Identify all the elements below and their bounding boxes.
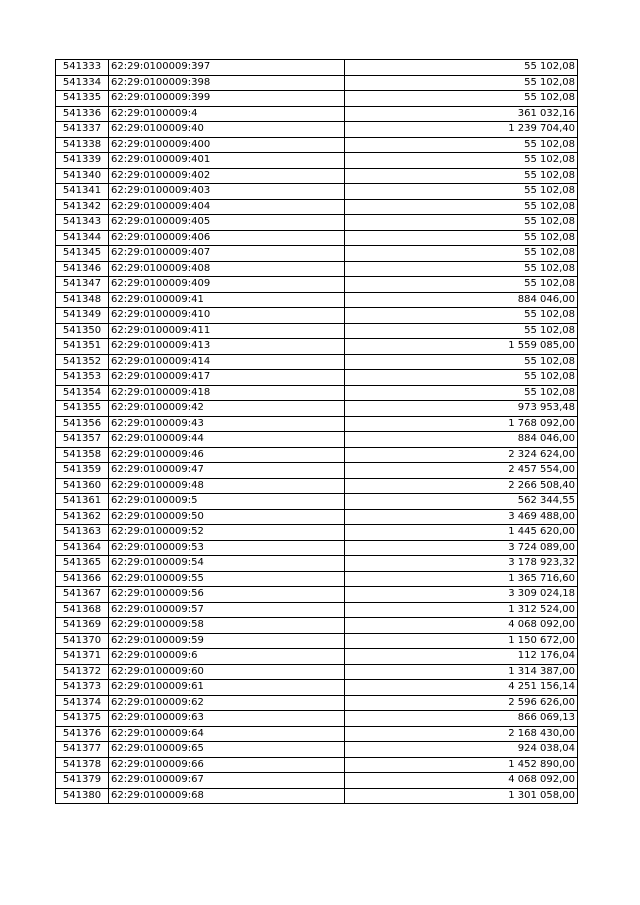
- cadastral-number-cell: 62:29:0100009:409: [109, 277, 345, 293]
- cadastral-value-cell: 1 559 085,00: [345, 339, 578, 355]
- cadastral-value-cell: 55 102,08: [345, 370, 578, 386]
- row-number-cell: 541361: [56, 494, 109, 510]
- row-number-cell: 541338: [56, 137, 109, 153]
- cadastral-value-cell: 1 768 092,00: [345, 416, 578, 432]
- cadastral-number-cell: 62:29:0100009:53: [109, 540, 345, 556]
- row-number-cell: 541334: [56, 75, 109, 91]
- cadastral-number-cell: 62:29:0100009:400: [109, 137, 345, 153]
- cadastral-value-cell: 55 102,08: [345, 75, 578, 91]
- table-row: [56, 354, 578, 370]
- table-row: [56, 199, 578, 215]
- cadastral-value-cell: 562 344,55: [345, 494, 578, 510]
- cadastral-number-cell: 62:29:0100009:5: [109, 494, 345, 510]
- row-number-cell: 541375: [56, 711, 109, 727]
- row-number-cell: 541368: [56, 602, 109, 618]
- table-row: [56, 649, 578, 665]
- row-number-cell: 541335: [56, 91, 109, 107]
- row-number-cell: 541372: [56, 664, 109, 680]
- cadastral-value-cell: 55 102,08: [345, 199, 578, 215]
- row-number-cell: 541371: [56, 649, 109, 665]
- cadastral-number-cell: 62:29:0100009:397: [109, 60, 345, 76]
- cadastral-value-cell: 1 445 620,00: [345, 525, 578, 541]
- row-number-cell: 541365: [56, 556, 109, 572]
- row-number-cell: 541359: [56, 463, 109, 479]
- cadastral-value-cell: 2 596 626,00: [345, 695, 578, 711]
- cadastral-value-cell: 3 309 024,18: [345, 587, 578, 603]
- table-row: [56, 401, 578, 417]
- cadastral-value-cell: 55 102,08: [345, 246, 578, 262]
- row-number-cell: 541353: [56, 370, 109, 386]
- cadastral-value-cell: 3 178 923,32: [345, 556, 578, 572]
- cadastral-number-cell: 62:29:0100009:41: [109, 292, 345, 308]
- cadastral-number-cell: 62:29:0100009:411: [109, 323, 345, 339]
- row-number-cell: 541360: [56, 478, 109, 494]
- cadastral-value-cell: 55 102,08: [345, 215, 578, 231]
- cadastral-value-cell: 4 068 092,00: [345, 773, 578, 789]
- table-row: [56, 587, 578, 603]
- row-number-cell: 541355: [56, 401, 109, 417]
- cadastral-number-cell: 62:29:0100009:43: [109, 416, 345, 432]
- table-row: [56, 106, 578, 122]
- table-row: [56, 91, 578, 107]
- row-number-cell: 541347: [56, 277, 109, 293]
- cadastral-value-cell: 3 724 089,00: [345, 540, 578, 556]
- cadastral-value-cell: 2 324 624,00: [345, 447, 578, 463]
- cadastral-number-cell: 62:29:0100009:67: [109, 773, 345, 789]
- cadastral-value-cell: 884 046,00: [345, 292, 578, 308]
- cadastral-value-cell: 112 176,04: [345, 649, 578, 665]
- cadastral-number-cell: 62:29:0100009:46: [109, 447, 345, 463]
- row-number-cell: 541345: [56, 246, 109, 262]
- row-number-cell: 541357: [56, 432, 109, 448]
- table-row: [56, 494, 578, 510]
- cadastral-number-cell: 62:29:0100009:64: [109, 726, 345, 742]
- row-number-cell: 541342: [56, 199, 109, 215]
- cadastral-number-cell: 62:29:0100009:44: [109, 432, 345, 448]
- cadastral-number-cell: 62:29:0100009:407: [109, 246, 345, 262]
- table-row: [56, 633, 578, 649]
- table-row: [56, 370, 578, 386]
- row-number-cell: 541336: [56, 106, 109, 122]
- table-row: [56, 711, 578, 727]
- row-number-cell: 541356: [56, 416, 109, 432]
- row-number-cell: 541380: [56, 788, 109, 804]
- cadastral-number-cell: 62:29:0100009:47: [109, 463, 345, 479]
- cadastral-number-cell: 62:29:0100009:58: [109, 618, 345, 634]
- cadastral-number-cell: 62:29:0100009:402: [109, 168, 345, 184]
- row-number-cell: 541379: [56, 773, 109, 789]
- cadastral-value-cell: 2 168 430,00: [345, 726, 578, 742]
- row-number-cell: 541354: [56, 385, 109, 401]
- row-number-cell: 541348: [56, 292, 109, 308]
- row-number-cell: 541376: [56, 726, 109, 742]
- row-number-cell: 541374: [56, 695, 109, 711]
- table-row: [56, 463, 578, 479]
- row-number-cell: 541351: [56, 339, 109, 355]
- cadastral-number-cell: 62:29:0100009:60: [109, 664, 345, 680]
- row-number-cell: 541339: [56, 153, 109, 169]
- cadastral-number-cell: 62:29:0100009:50: [109, 509, 345, 525]
- row-number-cell: 541340: [56, 168, 109, 184]
- table-row: [56, 277, 578, 293]
- cadastral-number-cell: 62:29:0100009:401: [109, 153, 345, 169]
- cadastral-number-cell: 62:29:0100009:4: [109, 106, 345, 122]
- table-row: [56, 230, 578, 246]
- table-row: [56, 571, 578, 587]
- row-number-cell: 541344: [56, 230, 109, 246]
- row-number-cell: 541350: [56, 323, 109, 339]
- table-row: [56, 680, 578, 696]
- row-number-cell: 541378: [56, 757, 109, 773]
- table-row: [56, 618, 578, 634]
- table-row: [56, 695, 578, 711]
- cadastral-value-cell: 973 953,48: [345, 401, 578, 417]
- row-number-cell: 541367: [56, 587, 109, 603]
- cadastral-value-cell: 55 102,08: [345, 323, 578, 339]
- cadastral-number-cell: 62:29:0100009:61: [109, 680, 345, 696]
- cadastral-value-cell: 1 365 716,60: [345, 571, 578, 587]
- cadastral-value-cell: 55 102,08: [345, 153, 578, 169]
- cadastral-value-cell: 866 069,13: [345, 711, 578, 727]
- table-row: [56, 447, 578, 463]
- cadastral-number-cell: 62:29:0100009:48: [109, 478, 345, 494]
- row-number-cell: 541337: [56, 122, 109, 138]
- cadastral-number-cell: 62:29:0100009:40: [109, 122, 345, 138]
- table-row: [56, 323, 578, 339]
- row-number-cell: 541349: [56, 308, 109, 324]
- cadastral-value-cell: 1 150 672,00: [345, 633, 578, 649]
- cadastral-value-cell: 55 102,08: [345, 168, 578, 184]
- cadastral-number-cell: 62:29:0100009:65: [109, 742, 345, 758]
- table-row: [56, 773, 578, 789]
- table-row: [56, 664, 578, 680]
- cadastral-number-cell: 62:29:0100009:406: [109, 230, 345, 246]
- cadastral-number-cell: 62:29:0100009:414: [109, 354, 345, 370]
- cadastral-number-cell: 62:29:0100009:417: [109, 370, 345, 386]
- cadastral-value-cell: 55 102,08: [345, 308, 578, 324]
- cadastral-number-cell: 62:29:0100009:57: [109, 602, 345, 618]
- cadastral-value-cell: 361 032,16: [345, 106, 578, 122]
- cadastral-value-cell: 1 314 387,00: [345, 664, 578, 680]
- table-row: [56, 742, 578, 758]
- cadastral-number-cell: 62:29:0100009:63: [109, 711, 345, 727]
- row-number-cell: 541366: [56, 571, 109, 587]
- row-number-cell: 541364: [56, 540, 109, 556]
- table-row: [56, 246, 578, 262]
- table-row: [56, 540, 578, 556]
- cadastral-number-cell: 62:29:0100009:405: [109, 215, 345, 231]
- cadastral-number-cell: 62:29:0100009:418: [109, 385, 345, 401]
- cadastral-number-cell: 62:29:0100009:404: [109, 199, 345, 215]
- cadastral-number-cell: 62:29:0100009:62: [109, 695, 345, 711]
- table-row: [56, 261, 578, 277]
- cadastral-value-cell: 55 102,08: [345, 261, 578, 277]
- table-row: [56, 168, 578, 184]
- cadastral-number-cell: 62:29:0100009:399: [109, 91, 345, 107]
- cadastral-value-cell: 1 312 524,00: [345, 602, 578, 618]
- cadastral-number-cell: 62:29:0100009:398: [109, 75, 345, 91]
- cadastral-number-cell: 62:29:0100009:66: [109, 757, 345, 773]
- cadastral-number-cell: 62:29:0100009:410: [109, 308, 345, 324]
- table-row: [56, 308, 578, 324]
- cadastral-value-cell: 1 301 058,00: [345, 788, 578, 804]
- cadastral-value-cell: 55 102,08: [345, 184, 578, 200]
- table-body: [56, 60, 578, 804]
- table-row: [56, 602, 578, 618]
- row-number-cell: 541377: [56, 742, 109, 758]
- cadastral-number-cell: 62:29:0100009:403: [109, 184, 345, 200]
- table-row: [56, 757, 578, 773]
- row-number-cell: 541346: [56, 261, 109, 277]
- row-number-cell: 541370: [56, 633, 109, 649]
- table-row: [56, 525, 578, 541]
- cadastral-value-cell: 2 266 508,40: [345, 478, 578, 494]
- table-row: [56, 75, 578, 91]
- cadastral-value-cell: 3 469 488,00: [345, 509, 578, 525]
- row-number-cell: 541333: [56, 60, 109, 76]
- table-row: [56, 292, 578, 308]
- table-row: [56, 184, 578, 200]
- cadastral-value-cell: 55 102,08: [345, 60, 578, 76]
- table-row: [56, 153, 578, 169]
- table-row: [56, 416, 578, 432]
- row-number-cell: 541352: [56, 354, 109, 370]
- cadastral-number-cell: 62:29:0100009:413: [109, 339, 345, 355]
- cadastral-value-cell: 55 102,08: [345, 385, 578, 401]
- table-row: [56, 726, 578, 742]
- cadastral-value-table: [55, 59, 578, 804]
- row-number-cell: 541369: [56, 618, 109, 634]
- table-row: [56, 122, 578, 138]
- row-number-cell: 541373: [56, 680, 109, 696]
- cadastral-number-cell: 62:29:0100009:42: [109, 401, 345, 417]
- cadastral-number-cell: 62:29:0100009:56: [109, 587, 345, 603]
- cadastral-value-cell: 55 102,08: [345, 230, 578, 246]
- cadastral-value-cell: 884 046,00: [345, 432, 578, 448]
- cadastral-value-cell: 55 102,08: [345, 137, 578, 153]
- table-row: [56, 432, 578, 448]
- row-number-cell: 541363: [56, 525, 109, 541]
- cadastral-value-cell: 55 102,08: [345, 277, 578, 293]
- table-row: [56, 339, 578, 355]
- cadastral-value-cell: 4 251 156,14: [345, 680, 578, 696]
- table-row: [56, 385, 578, 401]
- cadastral-number-cell: 62:29:0100009:408: [109, 261, 345, 277]
- table-row: [56, 509, 578, 525]
- cadastral-number-cell: 62:29:0100009:6: [109, 649, 345, 665]
- row-number-cell: 541343: [56, 215, 109, 231]
- row-number-cell: 541358: [56, 447, 109, 463]
- cadastral-value-cell: 1 239 704,40: [345, 122, 578, 138]
- cadastral-value-cell: 55 102,08: [345, 354, 578, 370]
- cadastral-number-cell: 62:29:0100009:55: [109, 571, 345, 587]
- table-row: [56, 788, 578, 804]
- cadastral-number-cell: 62:29:0100009:59: [109, 633, 345, 649]
- cadastral-value-cell: 55 102,08: [345, 91, 578, 107]
- table-row: [56, 215, 578, 231]
- row-number-cell: 541341: [56, 184, 109, 200]
- cadastral-number-cell: 62:29:0100009:68: [109, 788, 345, 804]
- table-row: [56, 478, 578, 494]
- row-number-cell: 541362: [56, 509, 109, 525]
- cadastral-value-cell: 1 452 890,00: [345, 757, 578, 773]
- table-row: [56, 556, 578, 572]
- table-row: [56, 60, 578, 76]
- table-row: [56, 137, 578, 153]
- cadastral-value-cell: 2 457 554,00: [345, 463, 578, 479]
- cadastral-number-cell: 62:29:0100009:54: [109, 556, 345, 572]
- cadastral-value-cell: 4 068 092,00: [345, 618, 578, 634]
- cadastral-value-cell: 924 038,04: [345, 742, 578, 758]
- cadastral-number-cell: 62:29:0100009:52: [109, 525, 345, 541]
